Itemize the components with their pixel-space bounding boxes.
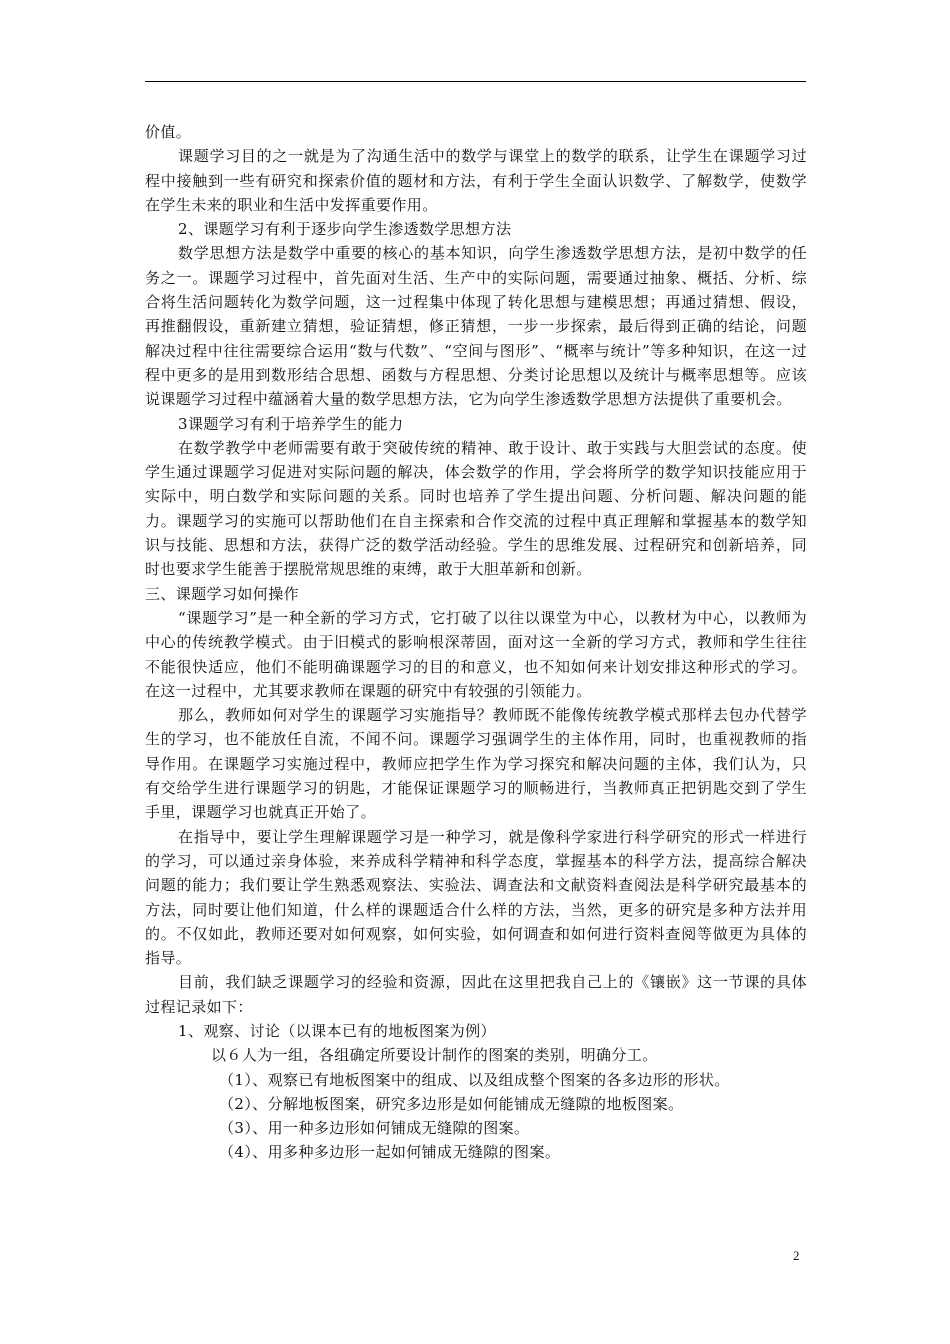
paragraph: 数学思想方法是数学中重要的核心的基本知识，向学生渗透数学思想方法，是初中数学的任务之一。课题学习过程中，首先面对生活、生产中的实际问题，需要通过抽象、概括、分析、综合将生活问题转化为数学问题，这一过程集中体现了转化思想与建模思想；再通过猜想、假设，再推翻假设，重新建立猜想，验证猜想，修正猜想，一步一步探索，最后得到正确的结论，问题解决过程中往往需要综合运用“数与代数”、“空间与图形”、“概率与统计”等多种知识，在这一过程中更多的是用到数形结合思想、函数与方程思想、分类讨论思想以及统计与概率思想等。应该说课题学习过程中蕴涵着大量的数学思想方法，它为向学生渗透数学思想方法提供了重要机会。 <box>145 244 807 409</box>
document-body <box>145 120 807 1165</box>
paragraph: 课题学习目的之一就是为了沟通生活中的数学与课堂上的数学的联系，让学生在课题学习过程中接触到一些有研究和探索价值的题材和方法，有利于学生全面认识数学、了解数学，使数学在学生未来的职业和生活中发挥重要作用。 <box>145 147 807 214</box>
section-heading: 3课题学习有利于培养学生的能力 <box>178 414 404 433</box>
paragraph-continuation: 价值。 <box>145 123 192 141</box>
paragraph: “课题学习”是一种全新的学习方式，它打破了以往以课堂为中心，以教材为中心，以教师为中心的传统教学模式。由于旧模式的影响根深蒂固，面对这一全新的学习方式，教师和学生往往不能很快适应，他们不能明确课题学习的目的和意义，也不知如何来计划安排这种形式的学习。在这一过程中，尤其要求教师在课题的研究中有较强的引领能力。 <box>145 608 807 700</box>
step-description: 以６人为一组，各组确定所要设计制作的图案的类别，明确分工。 <box>211 1046 658 1065</box>
page-number: 2 <box>793 1248 800 1263</box>
list-item: （1）、观察已有地板图案中的组成、以及组成整个图案的各多边形的形状。 <box>219 1070 730 1089</box>
list-item: （4）、用多种多边形一起如何铺成无缝隙的图案。 <box>219 1143 561 1162</box>
list-item: （2）、分解地板图案，研究多边形是如何能铺成无缝隙的地板图案。 <box>219 1094 684 1113</box>
paragraph: 在数学教学中老师需要有敢于突破传统的精神、敢于设计、敢于实践与大胆尝试的态度。使学生通过课题学习促进对实际问题的解决，体会数学的作用，学会将所学的数学知识技能应用于实际中，明白数学和实际问题的关系。同时也培养了学生提出问题、分析问题、解决问题的能力。课题学习的实施可以帮助他们在自主探索和合作交流的过程中真正理解和掌握基本的数学知识与技能、思想和方法，获得广泛的数学活动经验。学生的思维发展、过程研究和创新培养，同时也要求学生能善于摆脱常规思维的束缚，敢于大胆革新和创新。 <box>145 438 807 579</box>
paragraph: 目前，我们缺乏课题学习的经验和资源，因此在这里把我自己上的《镶嵌》这一节课的具体过程记录如下： <box>145 973 807 1016</box>
paragraph: 在指导中，要让学生理解课题学习是一种学习，就是像科学家进行科学研究的形式一样进行的学习，可以通过亲身体验，来养成科学精神和科学态度，掌握基本的科学方法，提高综合解决问题的能力；我们要让学生熟悉观察法、实验法、调查法和文献资料查阅法是科学研究最基本的方法，同时要让他们知道，什么样的课题适合什么样的方法，当然，更多的研究是多种方法并用的。不仅如此，教师还要对如何观察，如何实验，如何调查和如何进行资料查阅等做更为具体的指导。 <box>145 827 807 968</box>
section-heading: 2、课题学习有利于逐步向学生渗透数学思想方法 <box>178 220 512 239</box>
step-heading: 1、观察、讨论（以课本已有的地板图案为例） <box>178 1021 496 1040</box>
list-item: （3）、用一种多边形如何铺成无缝隙的图案。 <box>219 1119 530 1138</box>
chapter-heading: 三、课题学习如何操作 <box>145 584 300 603</box>
paragraph: 那么，教师如何对学生的课题学习实施指导？教师既不能像传统教学模式那样去包办代替学生的学习，也不能放任自流，不闻不问。课题学习强调学生的主体作用，同时，也重视教师的指导作用。在课题学习实施过程中，教师应把学生作为学习探究和解决问题的主体，我们认为，只有交给学生进行课题学习的钥匙，才能保证课题学习的顺畅进行，当教师真正把钥匙交到了学生手里，课题学习也就真正开始了。 <box>145 706 807 822</box>
header-rule <box>145 81 806 82</box>
